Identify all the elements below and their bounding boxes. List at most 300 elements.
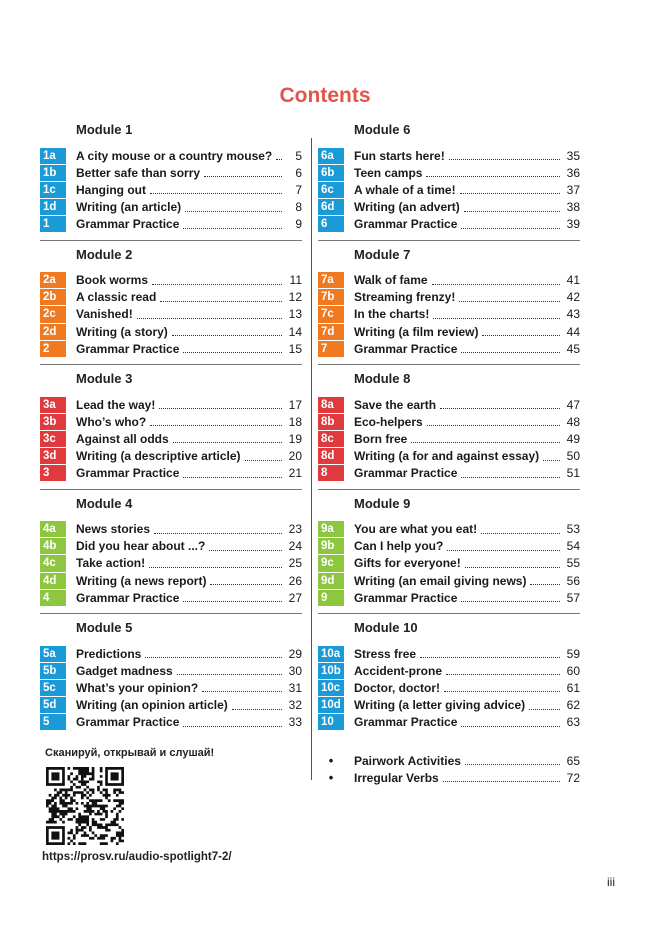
lesson-code-badge: 3a [40, 397, 66, 413]
lesson-page-number: 44 [566, 324, 580, 339]
lesson-code-badge: 6d [318, 199, 344, 215]
lesson-code-badge: 5b [40, 663, 66, 679]
lesson-title: Writing (a for and against essay) [354, 449, 540, 464]
lesson-code-badge: 10a [318, 646, 344, 662]
lesson-code-badge: 2 [40, 341, 66, 357]
lesson-row[interactable] [40, 714, 302, 731]
lesson-row[interactable] [318, 448, 580, 465]
module-section [40, 243, 302, 368]
lesson-row[interactable] [318, 521, 580, 538]
page-number: iii [607, 875, 615, 889]
lesson-title: Grammar Practice [354, 590, 458, 605]
dot-leader [461, 718, 560, 727]
lesson-code-badge: 6b [318, 165, 344, 181]
lesson-list [40, 396, 302, 482]
lesson-row[interactable] [40, 555, 302, 572]
lesson-code-badge: 6c [318, 182, 344, 198]
lesson-page-number: 51 [566, 466, 580, 481]
lesson-page-number: 39 [566, 217, 580, 232]
lesson-code-badge: 9c [318, 555, 344, 571]
dot-leader [465, 559, 560, 568]
lesson-page-number: 49 [566, 431, 580, 446]
lesson-row[interactable] [318, 164, 580, 181]
lesson-page-number: 50 [566, 449, 580, 464]
lesson-row[interactable] [318, 272, 580, 289]
lesson-code-badge: 3d [40, 448, 66, 464]
lesson-code-badge: 7a [318, 272, 344, 288]
lesson-code-badge: 5 [40, 714, 66, 730]
lesson-page-number: 48 [566, 414, 580, 429]
lesson-title: Vanished! [76, 307, 133, 322]
lesson-title: Writing (a news report) [76, 573, 207, 588]
lesson-row[interactable] [40, 521, 302, 538]
dot-leader [150, 185, 282, 194]
lesson-row[interactable] [40, 430, 302, 447]
lesson-code-badge: 6a [318, 148, 344, 164]
lesson-row[interactable] [318, 538, 580, 555]
lesson-row[interactable] [318, 147, 580, 164]
module-title: Module 10 [354, 620, 418, 635]
lesson-page-number: 41 [566, 273, 580, 288]
dot-leader [465, 756, 560, 765]
dot-leader [210, 576, 282, 585]
dot-leader [177, 666, 282, 675]
lesson-code-badge: 1a [40, 148, 66, 164]
dot-leader [159, 400, 282, 409]
lesson-code-badge: 7 [318, 341, 344, 357]
dot-leader [481, 525, 560, 534]
lesson-code-badge: 10c [318, 680, 344, 696]
lesson-page-number: 57 [566, 590, 580, 605]
lesson-title: Grammar Practice [76, 341, 180, 356]
dot-leader [530, 576, 560, 585]
lesson-row[interactable] [40, 181, 302, 198]
module-title: Module 8 [354, 371, 411, 386]
module-title: Module 4 [76, 495, 133, 511]
lesson-page-number: 29 [288, 646, 302, 661]
lesson-title: Can I help you? [354, 539, 444, 554]
lesson-list [318, 521, 580, 607]
module-separator [40, 364, 302, 365]
lesson-list [40, 521, 302, 607]
dot-leader [183, 344, 282, 353]
lesson-title: Grammar Practice [354, 217, 458, 232]
lesson-title: Against all odds [76, 431, 169, 446]
module-section [40, 492, 302, 617]
extra-page-number: 72 [566, 770, 580, 785]
lesson-page-number: 31 [288, 680, 302, 695]
dot-leader [185, 203, 282, 212]
lesson-row[interactable] [40, 396, 302, 413]
dot-leader [420, 649, 560, 658]
lesson-page-number: 55 [566, 556, 580, 571]
module-section [40, 118, 302, 243]
module-title: Module 5 [76, 620, 133, 635]
lesson-page-number: 38 [566, 200, 580, 215]
lesson-row[interactable] [318, 465, 580, 482]
lesson-title: Writing (a descriptive article) [76, 449, 241, 464]
dot-leader [204, 168, 282, 177]
lesson-row[interactable] [318, 323, 580, 340]
lesson-page-number: 25 [288, 556, 302, 571]
lesson-code-badge: 8 [318, 465, 344, 481]
lesson-page-number: 62 [566, 698, 580, 713]
lesson-row[interactable] [40, 589, 302, 606]
lesson-page-number: 53 [566, 522, 580, 537]
lesson-title: Writing (an opinion article) [76, 698, 228, 713]
lesson-title: Hanging out [76, 182, 146, 197]
lesson-code-badge: 9d [318, 573, 344, 589]
module-title: Module 2 [76, 246, 133, 262]
module-section [318, 243, 580, 368]
audio-link[interactable]: https://prosv.ru/audio-spotlight7-2/ [42, 851, 232, 863]
lesson-row[interactable] [318, 662, 580, 679]
lesson-row[interactable] [40, 572, 302, 589]
lesson-title: Grammar Practice [76, 715, 180, 730]
lesson-page-number: 20 [288, 449, 302, 464]
lesson-code-badge: 1 [40, 216, 66, 232]
dot-leader [145, 649, 282, 658]
lesson-title: A classic read [76, 290, 157, 305]
lesson-title: Teen camps [354, 165, 423, 180]
dot-leader [172, 327, 282, 336]
bullet-icon: • [328, 753, 334, 769]
lesson-code-badge: 10b [318, 663, 344, 679]
module-separator [318, 613, 580, 614]
lesson-title: Eco-helpers [354, 414, 423, 429]
lesson-code-badge: 10 [318, 714, 344, 730]
lesson-page-number: 35 [566, 148, 580, 163]
lesson-code-badge: 2a [40, 272, 66, 288]
lesson-title: Save the earth [354, 397, 437, 412]
dot-leader [440, 400, 560, 409]
lesson-list [318, 645, 580, 731]
module-section [318, 616, 580, 741]
dot-leader [461, 593, 560, 602]
lesson-title: Grammar Practice [76, 590, 180, 605]
dot-leader [209, 542, 282, 551]
lesson-row[interactable] [318, 340, 580, 357]
dot-leader [446, 666, 560, 675]
module-title: Module 7 [354, 246, 411, 262]
bullet-icon: • [328, 770, 334, 786]
dot-leader [149, 559, 282, 568]
lesson-page-number: 19 [288, 431, 302, 446]
lesson-title: Did you hear about ...? [76, 539, 206, 554]
lesson-row[interactable] [318, 714, 580, 731]
lesson-title: Doctor, doctor! [354, 680, 440, 695]
lesson-row[interactable] [40, 465, 302, 482]
dot-leader [444, 683, 560, 692]
lesson-row[interactable] [40, 199, 302, 216]
lesson-row[interactable] [318, 181, 580, 198]
module-title: Module 3 [76, 371, 133, 386]
lesson-page-number: 9 [295, 217, 302, 232]
lesson-code-badge: 2c [40, 306, 66, 322]
dot-leader [232, 701, 282, 710]
lesson-page-number: 13 [288, 307, 302, 322]
module-title: Module 9 [354, 495, 411, 511]
lesson-code-badge: 8c [318, 431, 344, 447]
extras-list [318, 752, 580, 786]
lesson-page-number: 27 [288, 590, 302, 605]
lesson-title: Writing (a story) [76, 324, 168, 339]
lesson-title: Fun starts here! [354, 148, 445, 163]
lesson-code-badge: 10d [318, 697, 344, 713]
lesson-row[interactable] [318, 413, 580, 430]
lesson-title: Writing (an email giving news) [354, 573, 527, 588]
lesson-title: Book worms [76, 273, 149, 288]
lesson-code-badge: 6 [318, 216, 344, 232]
lesson-page-number: 30 [288, 663, 302, 678]
lesson-row[interactable] [40, 448, 302, 465]
lesson-page-number: 32 [288, 698, 302, 713]
lesson-title: Writing (an advert) [354, 200, 460, 215]
module-section [318, 367, 580, 492]
dot-leader [183, 469, 282, 478]
module-separator [40, 489, 302, 490]
lesson-row[interactable] [40, 645, 302, 662]
lesson-code-badge: 1c [40, 182, 66, 198]
lesson-title: Better safe than sorry [76, 165, 201, 180]
extra-row[interactable] [318, 752, 580, 769]
dot-leader [432, 276, 560, 285]
lesson-page-number: 17 [288, 397, 302, 412]
page-title: Contents [279, 84, 371, 107]
lesson-code-badge: 9b [318, 538, 344, 554]
lesson-code-badge: 1b [40, 165, 66, 181]
extra-title: Irregular Verbs [354, 770, 439, 785]
dot-leader [183, 220, 282, 229]
lesson-code-badge: 4c [40, 555, 66, 571]
lesson-page-number: 45 [566, 341, 580, 356]
lesson-page-number: 24 [288, 539, 302, 554]
lesson-page-number: 33 [288, 715, 302, 730]
dot-leader [245, 452, 283, 461]
lesson-row[interactable] [40, 413, 302, 430]
lesson-page-number: 36 [566, 165, 580, 180]
lesson-row[interactable] [318, 572, 580, 589]
lesson-page-number: 14 [288, 324, 302, 339]
dot-leader [411, 434, 560, 443]
lesson-title: Writing (a letter giving advice) [354, 698, 526, 713]
lesson-code-badge: 4 [40, 590, 66, 606]
lesson-code-badge: 5a [40, 646, 66, 662]
dot-leader [154, 525, 282, 534]
lesson-list [40, 272, 302, 358]
lesson-title: Grammar Practice [354, 341, 458, 356]
lesson-row[interactable] [40, 323, 302, 340]
dot-leader [183, 718, 282, 727]
lesson-title: Stress free [354, 646, 417, 661]
lesson-page-number: 8 [295, 200, 302, 215]
lesson-page-number: 7 [295, 182, 302, 197]
lesson-page-number: 21 [288, 466, 302, 481]
lesson-list [318, 147, 580, 233]
lesson-row[interactable] [40, 306, 302, 323]
lesson-row[interactable] [318, 306, 580, 323]
lesson-code-badge: 8a [318, 397, 344, 413]
lesson-code-badge: 5c [40, 680, 66, 696]
lesson-row[interactable] [318, 396, 580, 413]
lesson-row[interactable] [40, 340, 302, 357]
lesson-code-badge: 1d [40, 199, 66, 215]
lesson-title: Who’s who? [76, 414, 147, 429]
lesson-page-number: 43 [566, 307, 580, 322]
lesson-title: You are what you eat! [354, 522, 478, 537]
lesson-row[interactable] [318, 199, 580, 216]
lesson-row[interactable] [318, 289, 580, 306]
qr-code-icon[interactable] [46, 767, 124, 845]
lesson-row[interactable] [40, 679, 302, 696]
lesson-title: Walk of fame [354, 273, 428, 288]
lesson-row[interactable] [40, 289, 302, 306]
lesson-title: In the charts! [354, 307, 430, 322]
lesson-row[interactable] [40, 272, 302, 289]
dot-leader [426, 168, 560, 177]
lesson-title: Grammar Practice [76, 466, 180, 481]
dot-leader [443, 773, 560, 782]
lesson-title: Gadget madness [76, 663, 173, 678]
lesson-code-badge: 4d [40, 573, 66, 589]
dot-leader [461, 220, 560, 229]
lesson-title: Grammar Practice [354, 715, 458, 730]
lesson-title: Streaming frenzy! [354, 290, 456, 305]
lesson-title: What’s your opinion? [76, 680, 199, 695]
dot-leader [529, 701, 560, 710]
lesson-row[interactable] [318, 589, 580, 606]
dot-leader [202, 683, 282, 692]
dot-leader [482, 327, 560, 336]
lesson-row[interactable] [40, 216, 302, 233]
lesson-title: Lead the way! [76, 397, 156, 412]
module-separator [40, 240, 302, 241]
lesson-page-number: 56 [566, 573, 580, 588]
left-column [40, 118, 302, 741]
dot-leader [447, 542, 560, 551]
lesson-row[interactable] [318, 645, 580, 662]
lesson-code-badge: 3b [40, 414, 66, 430]
lesson-code-badge: 9 [318, 590, 344, 606]
lesson-row[interactable] [40, 697, 302, 714]
dot-leader [461, 344, 560, 353]
module-title: Module 6 [354, 122, 411, 137]
extra-row[interactable] [318, 769, 580, 786]
module-title: Module 1 [76, 122, 133, 137]
lesson-title: Gifts for everyone! [354, 556, 461, 571]
lesson-title: Born free [354, 431, 408, 446]
dot-leader [459, 293, 560, 302]
module-section [318, 492, 580, 617]
lesson-page-number: 26 [288, 573, 302, 588]
lesson-page-number: 18 [288, 414, 302, 429]
lesson-code-badge: 2b [40, 289, 66, 305]
dot-leader [183, 593, 282, 602]
lesson-list [40, 147, 302, 233]
lesson-page-number: 42 [566, 290, 580, 305]
dot-leader [460, 185, 560, 194]
lesson-list [318, 396, 580, 482]
qr-modules [46, 767, 124, 845]
lesson-title: News stories [76, 522, 151, 537]
lesson-page-number: 12 [288, 290, 302, 305]
right-column [318, 118, 580, 741]
lesson-page-number: 23 [288, 522, 302, 537]
lesson-code-badge: 7c [318, 306, 344, 322]
lesson-page-number: 6 [295, 165, 302, 180]
module-section [40, 367, 302, 492]
lesson-code-badge: 7b [318, 289, 344, 305]
lesson-title: Predictions [76, 646, 142, 661]
lesson-title: A whale of a time! [354, 182, 456, 197]
extra-title: Pairwork Activities [354, 753, 461, 768]
qr-label: Сканируй, открывай и слушай! [45, 747, 215, 759]
lesson-list [318, 272, 580, 358]
lesson-page-number: 37 [566, 182, 580, 197]
lesson-list [40, 645, 302, 731]
dot-leader [173, 434, 282, 443]
lesson-row[interactable] [40, 662, 302, 679]
module-separator [318, 489, 580, 490]
dot-leader [433, 310, 560, 319]
lesson-row[interactable] [40, 538, 302, 555]
dot-leader [276, 151, 282, 160]
lesson-code-badge: 5d [40, 697, 66, 713]
module-section [40, 616, 302, 741]
lesson-code-badge: 9a [318, 521, 344, 537]
column-divider [311, 138, 312, 780]
lesson-page-number: 61 [566, 680, 580, 695]
dot-leader [137, 310, 282, 319]
lesson-code-badge: 2d [40, 324, 66, 340]
dot-leader [464, 203, 560, 212]
module-separator [318, 364, 580, 365]
dot-leader [150, 417, 282, 426]
lesson-code-badge: 3c [40, 431, 66, 447]
dot-leader [461, 469, 560, 478]
lesson-row[interactable] [318, 679, 580, 696]
lesson-page-number: 54 [566, 539, 580, 554]
lesson-title: Grammar Practice [76, 217, 180, 232]
lesson-row[interactable] [318, 697, 580, 714]
dot-leader [427, 417, 560, 426]
extra-page-number: 65 [566, 753, 580, 768]
lesson-title: Writing (an article) [76, 200, 182, 215]
lesson-code-badge: 7d [318, 324, 344, 340]
lesson-page-number: 11 [289, 273, 302, 288]
lesson-code-badge: 8d [318, 448, 344, 464]
lesson-title: Grammar Practice [354, 466, 458, 481]
lesson-page-number: 59 [566, 646, 580, 661]
lesson-row[interactable] [318, 555, 580, 572]
lesson-row[interactable] [40, 164, 302, 181]
lesson-page-number: 47 [566, 397, 580, 412]
lesson-title: Take action! [76, 556, 146, 571]
lesson-row[interactable] [318, 216, 580, 233]
lesson-page-number: 60 [566, 663, 580, 678]
lesson-page-number: 63 [566, 715, 580, 730]
lesson-page-number: 15 [288, 341, 302, 356]
lesson-page-number: 5 [295, 148, 302, 163]
module-separator [40, 613, 302, 614]
lesson-row[interactable] [318, 430, 580, 447]
lesson-code-badge: 3 [40, 465, 66, 481]
lesson-row[interactable] [40, 147, 302, 164]
module-section [318, 118, 580, 243]
module-separator [318, 240, 580, 241]
lesson-title: Writing (a film review) [354, 324, 479, 339]
lesson-code-badge: 4a [40, 521, 66, 537]
